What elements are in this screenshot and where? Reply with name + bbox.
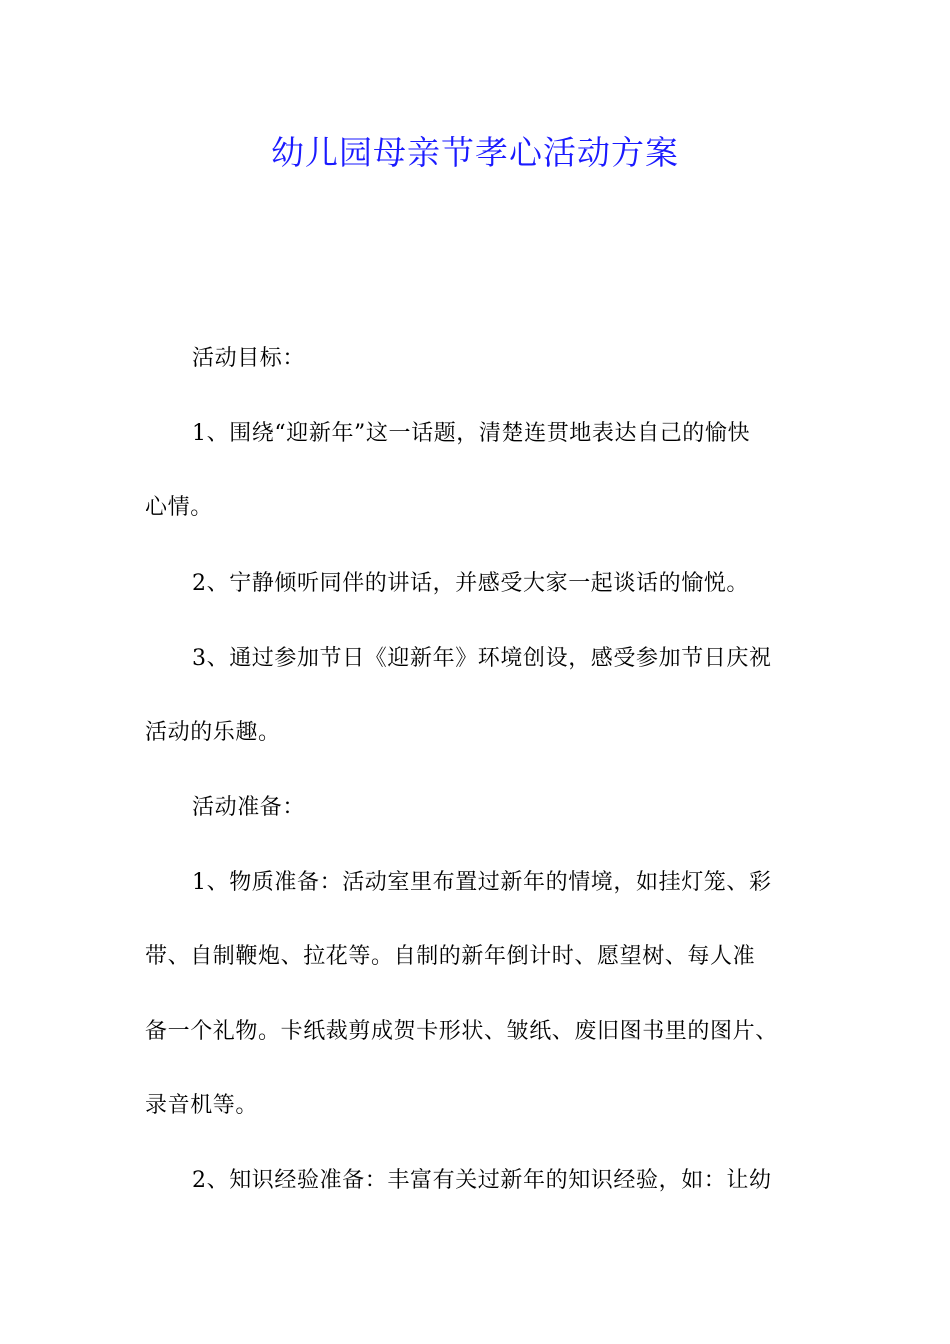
heading-activity-preparation: 活动准备： — [192, 795, 306, 820]
paragraph-line: 2、知识经验准备：丰富有关过新年的知识经验，如：让幼 — [192, 1168, 772, 1193]
paragraph-line: 心情。 — [145, 495, 213, 520]
paragraph-line: 活动的乐趣。 — [145, 720, 281, 745]
paragraph-line: 2、宁静倾听同伴的讲话，并感受大家一起谈话的愉悦。 — [192, 571, 749, 596]
paragraph-line: 备一个礼物。卡纸裁剪成贺卡形状、皱纸、废旧图书里的图片、 — [145, 1019, 778, 1044]
document-title: 幼儿园母亲节孝心活动方案 — [271, 133, 679, 172]
paragraph-line: 1、围绕“迎新年”这一话题，清楚连贯地表达自己的愉快 — [192, 421, 751, 446]
paragraph-line: 带、自制鞭炮、拉花等。自制的新年倒计时、愿望树、每人准 — [145, 944, 756, 969]
paragraph-line: 录音机等。 — [145, 1093, 259, 1118]
heading-activity-goals: 活动目标： — [192, 346, 306, 371]
paragraph-line: 1、物质准备：活动室里布置过新年的情境，如挂灯笼、彩 — [192, 870, 772, 895]
paragraph-line: 3、通过参加节日《迎新年》环境创设，感受参加节日庆祝 — [192, 646, 772, 671]
